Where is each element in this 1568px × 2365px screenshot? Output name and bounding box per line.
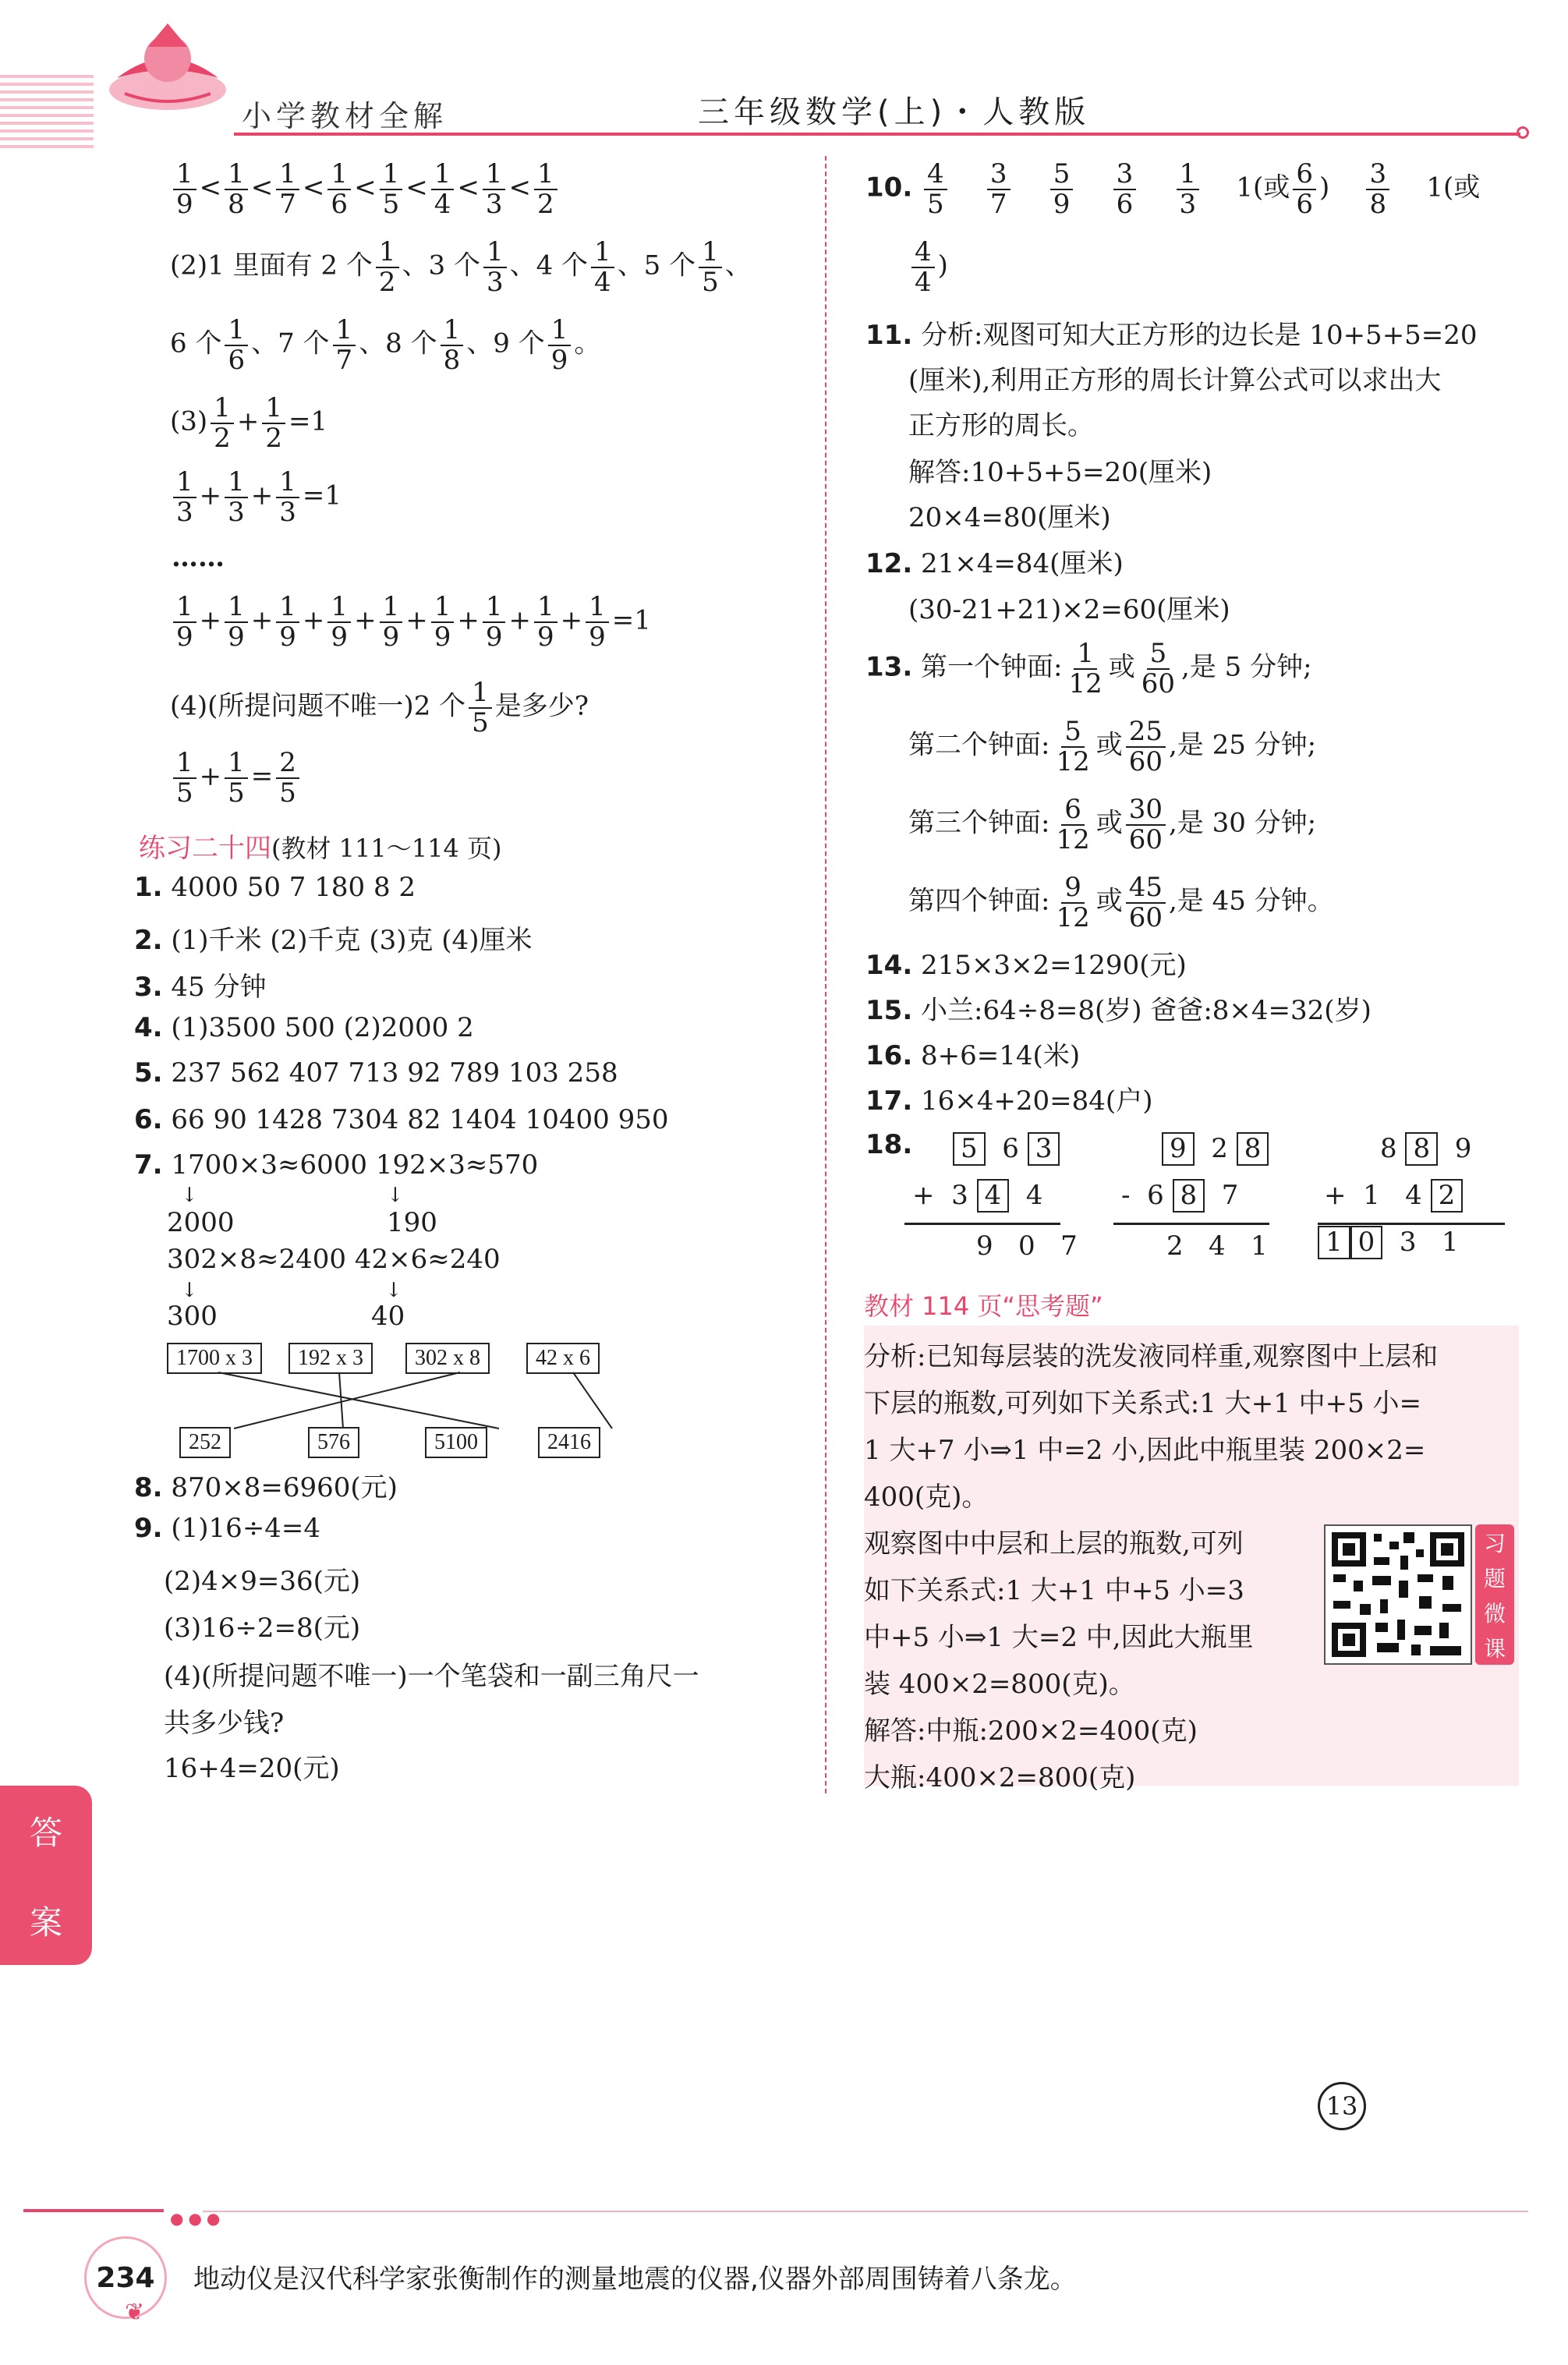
answer-side-tab: 答 案 xyxy=(0,1786,92,1965)
answer-11-b: (厘米),利用正方形的周长计算公式可以求出大 xyxy=(908,365,1442,396)
footer-dots: ●●● xyxy=(170,2209,225,2228)
answer-9-4b: 共多少钱? xyxy=(164,1708,285,1739)
answer-7-line-2: 302×8≈2400 42×6≈240 xyxy=(167,1244,501,1275)
match-box-top: 192 x 3 xyxy=(288,1343,373,1374)
calc-2-rule xyxy=(1113,1223,1269,1225)
leaf-icon: ❦ xyxy=(125,2299,145,2326)
answer-18-label: 18. xyxy=(865,1129,913,1160)
footer-rule xyxy=(203,2211,1528,2212)
think-line-10: 大瓶:400×2=800(克) xyxy=(864,1762,1136,1793)
match-box-bottom: 5100 xyxy=(425,1427,487,1458)
answer-13-4: 第四个钟面: $\frac{9}{12}$ 或 $\frac{45}{60}$ ,是 45 分钟。 xyxy=(908,872,1334,933)
calc-3-row-1: 8 8 9 xyxy=(1380,1132,1471,1166)
fraction-order: $\frac{1}{9}$ < $\frac{1}{8}$ < $\frac{1}{7}$ < $\frac{1}{6}$ < $\frac{1}{5}$ < $\frac{1}{4}$ < $\frac{1}{3}$ < $\frac{1}{2}$ xyxy=(170,160,561,218)
answer-10-cont: $\frac{4}{4}$ ) xyxy=(908,238,948,296)
think-line-9: 解答:中瓶:200×2=400(克) xyxy=(864,1715,1198,1747)
answer-11-c: 正方形的周长。 xyxy=(908,410,1094,441)
part-4-line-1: (4)(所提问题不唯一)2 个 $\frac{1}{5}$ 是多少? xyxy=(170,677,589,738)
answer-4: 4. (1)3500 500 (2)2000 2 xyxy=(134,1012,474,1043)
part-4-line-2: $\frac{1}{5}$ + $\frac{1}{5}$ = $\frac{2}{5}$ xyxy=(170,749,303,807)
header-dot xyxy=(1517,126,1529,139)
calc-1-row-2: + 3 4 4 xyxy=(912,1179,1042,1213)
part-3-line-3: $\frac{1}{9}$ + $\frac{1}{9}$ + $\frac{1}{9}$ + $\frac{1}{9}$ + $\frac{1}{9}$ + $\frac{1}{9}$ + $\frac{1}{9}$ + $\frac{1}{9}$ + $\frac{1}{9}$ =1 xyxy=(170,593,651,651)
logo xyxy=(101,16,234,117)
series-title: 小学教材全解 xyxy=(242,99,448,133)
think-line-5: 观察图中中层和上层的瓶数,可列 xyxy=(864,1528,1244,1560)
think-line-7: 中+5 小⇒1 大=2 中,因此大瓶里 xyxy=(864,1622,1254,1653)
answer-7-est-4: 40 xyxy=(371,1301,405,1332)
exercise-heading: 练习二十四(教材 111～114 页) xyxy=(139,833,502,864)
calc-3-result: 1 0 3 1 xyxy=(1318,1226,1459,1259)
answer-16: 16. 8+6=14(米) xyxy=(865,1040,1081,1071)
answer-17: 17. 16×4+20=84(户) xyxy=(865,1085,1153,1117)
answer-8: 8. 870×8=6960(元) xyxy=(134,1472,398,1503)
answer-7-est-3: 300 xyxy=(167,1301,218,1332)
calc-2-row-1: 9 2 8 xyxy=(1162,1132,1269,1166)
answer-14: 14. 215×3×2=1290(元) xyxy=(865,950,1187,981)
answer-9-4c: 16+4=20(元) xyxy=(164,1753,340,1784)
answer-9: 9. (1)16÷4=4 xyxy=(134,1513,321,1544)
answer-7-est-1: 2000 xyxy=(167,1207,235,1238)
part-2-line-2: 6 个 $\frac{1}{6}$ 、7 个 $\frac{1}{7}$ 、8 个 $\frac{1}{8}$ 、9 个 $\frac{1}{9}$ 。 xyxy=(170,314,601,376)
think-line-6: 如下关系式:1 大+1 中+5 小=3 xyxy=(864,1575,1244,1606)
answer-13-3: 第三个钟面: $\frac{6}{12}$ 或 $\frac{30}{60}$ ,是 30 分钟; xyxy=(908,794,1317,855)
qr-label: 习 题 微 课 xyxy=(1475,1524,1514,1665)
match-box-bottom: 252 xyxy=(179,1427,231,1458)
book-title: 三年级数学(上)・人教版 xyxy=(698,94,1091,130)
answer-2: 2. (1)千米 (2)千克 (3)克 (4)厘米 xyxy=(134,925,533,956)
calc-1-result: 9 0 7 xyxy=(976,1230,1078,1262)
think-line-8: 装 400×2=800(克)。 xyxy=(864,1669,1135,1700)
match-box-top: 302 x 8 xyxy=(405,1343,490,1374)
answer-10: 10. $\frac{4}{5}$ $\frac{3}{7}$ $\frac{5}{9}$ $\frac{3}{6}$ $\frac{1}{3}$ 1(或 $\frac{6}{6}$ ) $\frac{3}{8}$ 1(或 xyxy=(865,158,1481,220)
answer-11-e: 20×4=80(厘米) xyxy=(908,502,1111,533)
part-2-line-1: (2)1 里面有 2 个 $\frac{1}{2}$ 、3 个 $\frac{1}{3}$ 、4 个 $\frac{1}{4}$ 、5 个 $\frac{1}{5}$ 、 xyxy=(170,236,752,298)
matching-diagram xyxy=(164,1343,639,1460)
part-3-line-2: $\frac{1}{3}$ + $\frac{1}{3}$ + $\frac{1}{3}$ =1 xyxy=(170,468,342,526)
think-line-2: 下层的瓶数,可列如下关系式:1 大+1 中+5 小= xyxy=(864,1388,1422,1419)
answer-11: 11. 分析:观图可知大正方形的边长是 10+5+5=20 xyxy=(865,320,1478,351)
answer-13-2: 第二个钟面: $\frac{5}{12}$ 或 $\frac{25}{60}$ ,是 25 分钟; xyxy=(908,716,1317,777)
answer-9-4: (4)(所提问题不唯一)一个笔袋和一副三角尺一 xyxy=(164,1661,699,1692)
circled-page-number: 13 xyxy=(1318,2082,1366,2130)
page-number: 234 xyxy=(96,2261,155,2294)
answer-9-2: (2)4×9=36(元) xyxy=(164,1566,361,1597)
calc-2-result: 2 4 1 xyxy=(1166,1230,1268,1262)
part-3-line-1: (3) $\frac{1}{2}$ + $\frac{1}{2}$ =1 xyxy=(170,392,328,454)
arrow-4: ↓ xyxy=(385,1279,402,1302)
answer-7-est-2: 190 xyxy=(387,1207,437,1238)
think-title: 教材 114 页“思考题” xyxy=(864,1291,1103,1321)
match-box-bottom: 2416 xyxy=(538,1427,600,1458)
answer-6: 6. 66 90 1428 7304 82 1404 10400 950 xyxy=(134,1104,669,1135)
arrow-3: ↓ xyxy=(181,1279,198,1302)
calc-3-rule xyxy=(1318,1223,1505,1225)
column-separator xyxy=(825,156,826,1793)
arrow-2: ↓ xyxy=(387,1184,404,1207)
answer-5: 5. 237 562 407 713 92 789 103 258 xyxy=(134,1057,618,1089)
column-arithmetic xyxy=(904,1132,1528,1273)
match-box-top: 1700 x 3 xyxy=(167,1343,262,1374)
answer-1: 1. 4000 50 7 180 8 2 xyxy=(134,872,416,903)
match-box-bottom: 576 xyxy=(308,1427,359,1458)
answer-12-b: (30-21+21)×2=60(厘米) xyxy=(908,594,1230,625)
answer-7: 7. 1700×3≈6000 192×3≈570 xyxy=(134,1149,539,1181)
think-line-3: 1 大+7 小⇒1 中=2 小,因此中瓶里装 200×2= xyxy=(864,1435,1426,1466)
match-box-top: 42 x 6 xyxy=(526,1343,600,1374)
footer-fact: 地动仪是汉代科学家张衡制作的测量地震的仪器,仪器外部周围铸着八条龙。 xyxy=(193,2264,1077,2295)
arrow-1: ↓ xyxy=(181,1184,198,1207)
calc-1-rule xyxy=(904,1223,1060,1225)
calc-1-row-1: 5 6 3 xyxy=(953,1132,1060,1166)
qr-code[interactable] xyxy=(1324,1524,1472,1665)
answer-13-1: 13. 第一个钟面: $\frac{1}{12}$ 或 $\frac{5}{60}$ ,是 5 分钟; xyxy=(865,638,1312,699)
footer-rule-left xyxy=(23,2209,164,2212)
ellipsis: …… xyxy=(172,542,225,573)
calc-2-row-2: - 6 8 7 xyxy=(1121,1179,1238,1213)
answer-3: 3. 45 分钟 xyxy=(134,972,267,1003)
answer-9-3: (3)16÷2=8(元) xyxy=(164,1613,361,1644)
answer-11-d: 解答:10+5+5=20(厘米) xyxy=(908,457,1212,488)
header-rule xyxy=(234,133,1520,136)
answer-12: 12. 21×4=84(厘米) xyxy=(865,548,1124,579)
header-stripes xyxy=(0,70,94,148)
think-line-1: 分析:已知每层装的洗发液同样重,观察图中上层和 xyxy=(864,1341,1439,1372)
calc-3-row-2: + 1 4 2 xyxy=(1324,1179,1463,1213)
think-line-4: 400(克)。 xyxy=(864,1482,989,1513)
answer-15: 15. 小兰:64÷8=8(岁) 爸爸:8×4=32(岁) xyxy=(865,995,1372,1026)
